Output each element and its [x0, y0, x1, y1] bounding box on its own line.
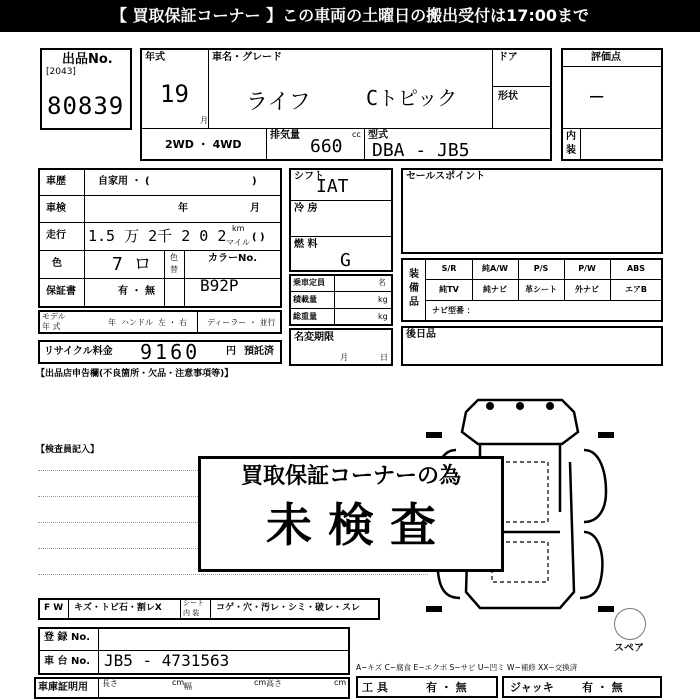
load-unit: kg — [378, 295, 388, 304]
color-no-value: B92P — [200, 276, 239, 295]
regdate-label: 名変期限 — [294, 332, 334, 343]
auction-banner: 【 買取保証コーナー 】この車両の土曜日の搬出受付は17:00まで — [0, 0, 700, 32]
navi-model-label: ナビ型番 ： — [432, 306, 475, 315]
aircon-label: 冷 房 — [294, 203, 318, 214]
equip-power-window: P/W — [578, 264, 596, 273]
lot-code: [2043] — [46, 67, 76, 77]
chassis-value: JB5 - 4731563 — [104, 651, 230, 670]
length-unit: cm — [172, 678, 185, 687]
equip-tv: 純TV — [439, 285, 459, 294]
regdate-month: 月 — [340, 353, 348, 362]
shaken-year: 年 — [178, 203, 188, 214]
recycle-label: リサイクル料金 — [44, 346, 113, 357]
equip-leather-seat: 革シート — [525, 285, 557, 294]
later-items-label: 後日品 — [406, 329, 436, 340]
color-change-1: 色 — [170, 253, 178, 262]
drive-label: 2WD ・ 4WD — [165, 138, 242, 151]
year-label: 年式 — [145, 52, 165, 63]
handle-value: 左 ・ 右 — [158, 318, 188, 327]
type-label: 型式 — [368, 130, 388, 141]
seat-label-1: シート — [183, 599, 204, 607]
name-grade-label: 車名・グレード — [212, 52, 282, 63]
stamp-subtitle: 買取保証コーナーの為 — [240, 464, 461, 489]
load-label: 積載量 — [293, 295, 317, 304]
handle-label: ハンドル — [121, 318, 153, 327]
spare-tire-icon — [614, 608, 646, 640]
mileage-km: km — [232, 224, 245, 233]
history-label: 車歴 — [46, 176, 66, 187]
chassis-label: 車 台 No. — [44, 656, 91, 667]
year-month-unit: 月 — [200, 116, 208, 125]
warranty-value: 有 ・ 無 — [118, 286, 155, 297]
jack-value: 有 ・ 無 — [582, 681, 623, 694]
shape-label: 形状 — [498, 91, 518, 102]
spare-label: スペア — [614, 643, 644, 654]
damage-legend: A−キズ C−腐食 E−エクボ S−サビ U−凹ミ W−補修 XX−交換済 — [356, 663, 578, 672]
door-label: ドア — [498, 52, 518, 63]
model-year-unit: 年 — [108, 318, 116, 327]
grade-name: Cトピック — [366, 86, 458, 110]
equip-external-navi: 外ナビ — [575, 285, 599, 294]
weight-unit: kg — [378, 312, 388, 321]
declaration-label: 【出品店申告欄(不良箇所・欠品・注意事項等)】 — [36, 369, 234, 379]
displacement-unit: cc — [352, 130, 361, 139]
color-value: 7 ロ — [112, 254, 152, 275]
history-value: 自家用 ・ ( — [98, 176, 150, 187]
stamp-title: 未 検 査 — [265, 498, 437, 552]
type-value: DBA - JB5 — [372, 140, 470, 161]
regdate-day: 日 — [380, 353, 388, 362]
lot-label: 出品No. — [62, 52, 113, 67]
fuel-value: G — [340, 250, 351, 271]
fw-label: F W — [44, 603, 64, 613]
recycle-unit: 円 — [226, 346, 236, 357]
length-label: 長さ — [102, 679, 118, 688]
weight-label: 総重量 — [293, 312, 317, 321]
lot-number: 80839 — [47, 92, 125, 120]
shift-value: IAT — [316, 176, 349, 197]
equip-navi: 純ナビ — [483, 285, 507, 294]
mileage-value: 1.5 万 2千 2 0 2 — [88, 227, 227, 245]
model-label-2: 年 式 — [42, 322, 61, 331]
interior-damage-text: コゲ・穴・汚レ・シミ・破レ・スレ — [216, 603, 361, 613]
capacity-unit: 名 — [378, 278, 386, 287]
equip-airbag: エアB — [624, 285, 648, 294]
recycle-deposit: 預託済 — [244, 346, 274, 357]
shaken-month: 月 — [250, 203, 260, 214]
sales-point-label: セールスポイント — [406, 171, 486, 182]
warranty-label: 保証書 — [46, 286, 76, 297]
height-unit: cm — [334, 678, 347, 687]
equip-power-steering: P/S — [533, 264, 549, 273]
score-box — [561, 48, 663, 161]
width-label: 幅 — [184, 682, 192, 691]
equipment-label: 装備品 — [409, 269, 419, 308]
score-value: — — [590, 84, 604, 109]
interior-label-1: 内 — [566, 131, 576, 142]
recycle-value: 9160 — [140, 340, 201, 364]
garage-cert-label: 車庫証明用 — [38, 682, 88, 693]
tools-value: 有 ・ 無 — [426, 681, 467, 694]
displacement-label: 排気量 — [270, 130, 300, 141]
shaken-label: 車検 — [46, 203, 66, 214]
color-label: 色 — [52, 258, 62, 269]
inspector-label: 【検査員記入】 — [36, 445, 100, 455]
displacement-value: 660 — [310, 136, 343, 157]
equip-alloy-wheel: 純A/W — [482, 264, 508, 273]
fw-text: キズ・トビ石・割レX — [74, 603, 162, 613]
color-no-label: カラーNo. — [208, 253, 258, 264]
width-unit: cm — [254, 678, 267, 687]
history-close: ) — [252, 176, 257, 187]
model-label-1: モデル — [42, 312, 66, 321]
shift-label: シフト — [294, 171, 324, 182]
interior-label-2: 装 — [566, 145, 576, 156]
mileage-paren: ( ) — [252, 232, 265, 243]
score-label: 評価点 — [591, 52, 621, 63]
height-label: 高さ — [266, 679, 282, 688]
model-name: ライフ — [246, 90, 311, 115]
equip-sunroof: S/R — [441, 264, 457, 273]
color-change-2: 替 — [170, 265, 178, 274]
equip-abs: ABS — [626, 264, 646, 273]
mileage-label: 走行 — [46, 230, 66, 241]
tools-label: 工 具 — [362, 681, 388, 694]
jack-label: ジャッキ — [510, 681, 554, 694]
mileage-mile: マイル — [226, 238, 250, 247]
seat-label-2: 内 装 — [183, 609, 200, 617]
capacity-label: 乗車定員 — [293, 278, 325, 287]
dealer-label: ディーラー ・ 並行 — [207, 318, 276, 327]
later-items-box — [401, 326, 663, 366]
fuel-label: 燃 料 — [294, 239, 318, 250]
year-value: 19 — [160, 80, 189, 108]
registration-label: 登 録 No. — [44, 632, 91, 643]
